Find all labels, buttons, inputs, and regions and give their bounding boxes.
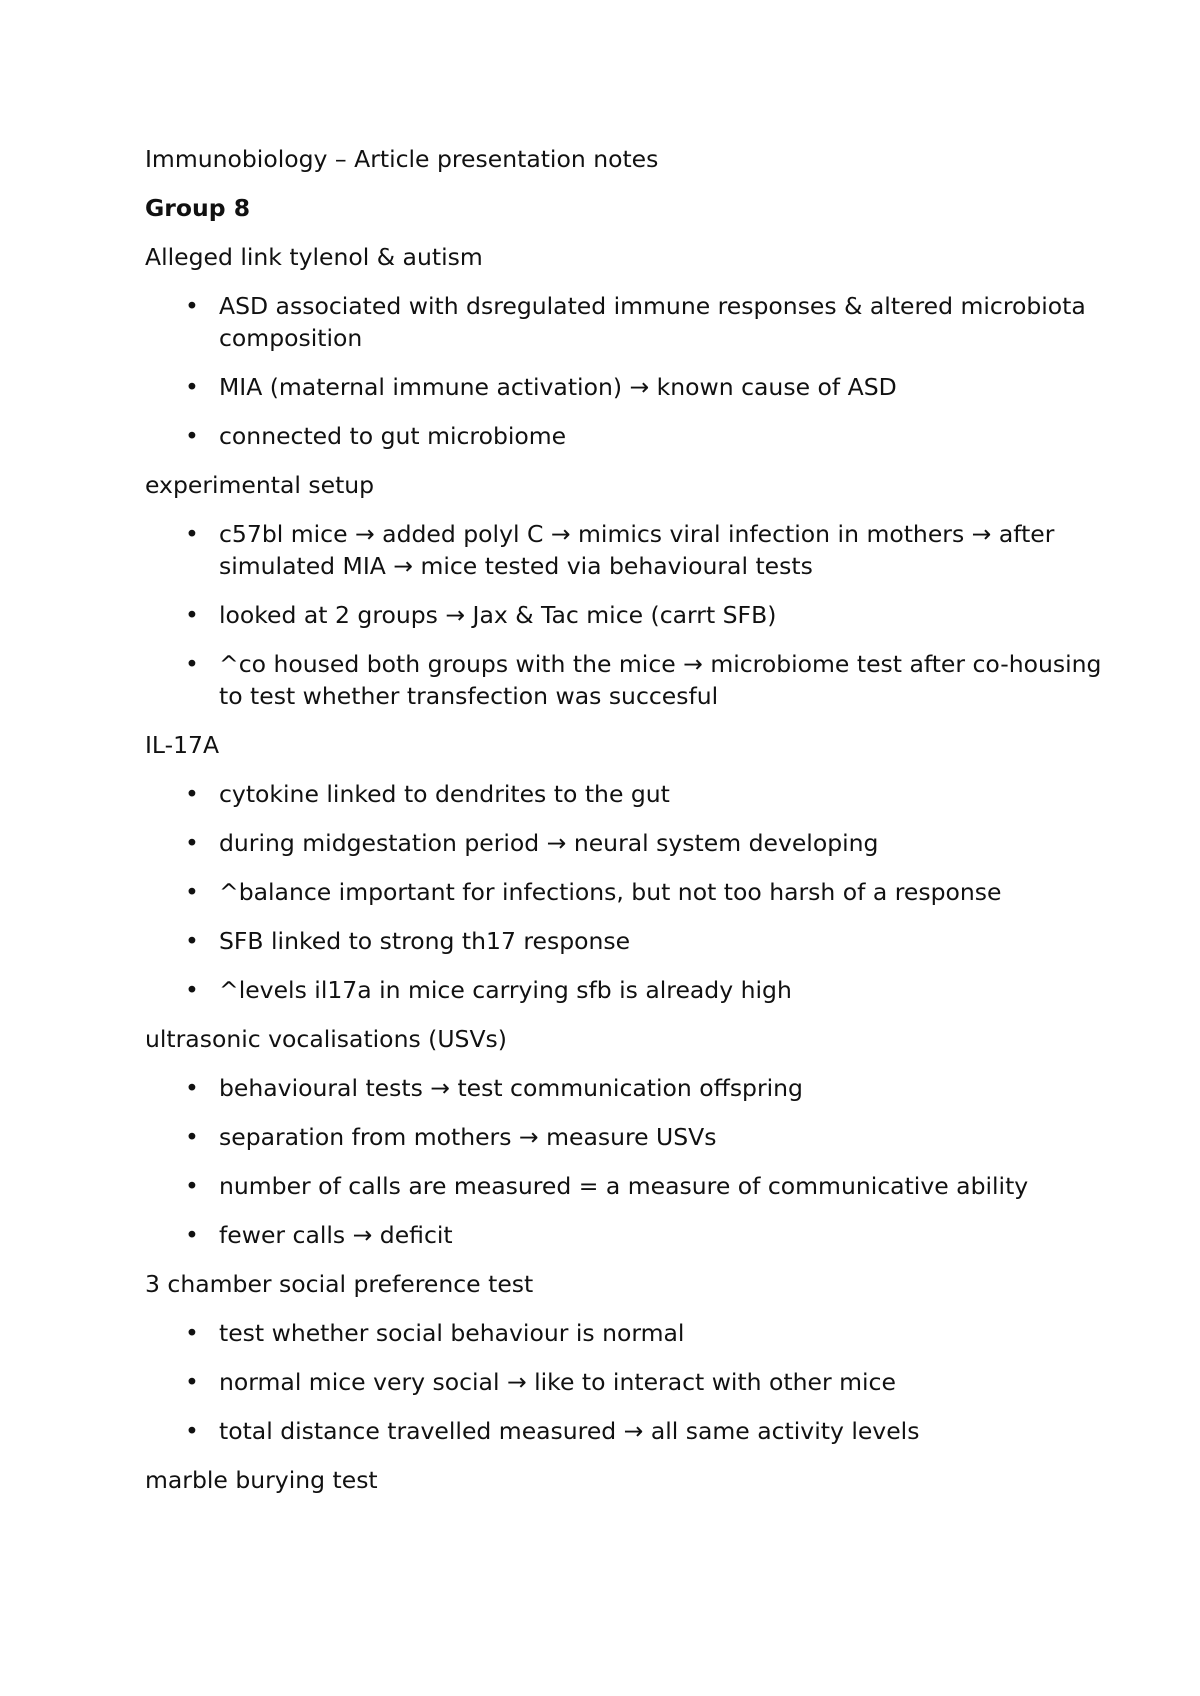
list-item xyxy=(145,1317,1105,1349)
bullet-icon: • xyxy=(185,878,199,906)
section-heading: Alleged link tylenol & autism xyxy=(145,243,483,271)
list-item xyxy=(145,599,1105,631)
bullet-list xyxy=(145,1072,1105,1251)
list-item xyxy=(145,1072,1105,1104)
list-item xyxy=(145,876,1105,908)
group-label: Group 8 xyxy=(145,194,251,222)
bullet-icon: • xyxy=(185,1221,199,1249)
section-heading: 3 chamber social preference test xyxy=(145,1270,534,1298)
list-item xyxy=(145,1366,1105,1398)
list-item xyxy=(145,1121,1105,1153)
list-item-text: looked at 2 groups → Jax & Tac mice (carrt SFB) xyxy=(219,601,777,629)
bullet-icon: • xyxy=(185,1368,199,1396)
bullet-icon: • xyxy=(185,1417,199,1445)
section-heading: experimental setup xyxy=(145,471,375,499)
bullet-icon: • xyxy=(185,927,199,955)
bullet-icon: • xyxy=(185,520,199,548)
list-item-text: separation from mothers → measure USVs xyxy=(219,1123,717,1151)
list-item-text: cytokine linked to dendrites to the gut xyxy=(219,780,670,808)
list-item-text: SFB linked to strong th17 response xyxy=(219,927,631,955)
list-item-text: MIA (maternal immune activation) → known cause of ASD xyxy=(219,373,897,401)
bullet-icon: • xyxy=(185,422,199,450)
bullet-icon: • xyxy=(185,1123,199,1151)
document-title: Immunobiology – Article presentation notes xyxy=(145,145,659,173)
list-item xyxy=(145,1170,1105,1202)
list-item xyxy=(145,1415,1105,1447)
list-item-text: during midgestation period → neural system developing xyxy=(219,829,879,857)
list-item-text: test whether social behaviour is normal xyxy=(219,1319,685,1347)
section-heading: ultrasonic vocalisations (USVs) xyxy=(145,1025,507,1053)
list-item-text: ASD associated with dsregulated immune responses & altered microbiota composition xyxy=(219,292,1086,352)
bullet-icon: • xyxy=(185,976,199,1004)
bullet-list xyxy=(145,518,1105,712)
list-item-text: behavioural tests → test communication offspring xyxy=(219,1074,803,1102)
bullet-icon: • xyxy=(185,829,199,857)
list-item xyxy=(145,371,1105,403)
list-item-text: connected to gut microbiome xyxy=(219,422,567,450)
list-item-text: c57bl mice → added polyl C → mimics viral infection in mothers → after simulated MIA → mice tested via behavioural tests xyxy=(219,520,1055,580)
list-item xyxy=(145,420,1105,452)
list-item xyxy=(145,518,1105,582)
bullet-icon: • xyxy=(185,1172,199,1200)
list-item-text: ^levels il17a in mice carrying sfb is already high xyxy=(219,976,792,1004)
list-item-text: total distance travelled measured → all same activity levels xyxy=(219,1417,920,1445)
bullet-list xyxy=(145,1317,1105,1447)
list-item xyxy=(145,925,1105,957)
bullet-list xyxy=(145,290,1105,452)
list-item-text: fewer calls → deficit xyxy=(219,1221,453,1249)
list-item-text: normal mice very social → like to interact with other mice xyxy=(219,1368,896,1396)
list-item xyxy=(145,290,1105,354)
bullet-icon: • xyxy=(185,780,199,808)
list-item-text: ^balance important for infections, but not too harsh of a response xyxy=(219,878,1002,906)
list-item xyxy=(145,974,1105,1006)
bullet-icon: • xyxy=(185,601,199,629)
list-item-text: number of calls are measured = a measure of communicative ability xyxy=(219,1172,1029,1200)
bullet-list xyxy=(145,778,1105,1006)
bullet-icon: • xyxy=(185,650,199,678)
document-page xyxy=(145,143,1105,1513)
bullet-icon: • xyxy=(185,1319,199,1347)
list-item-text: ^co housed both groups with the mice → microbiome test after co-housing to test whether transfection was succesful xyxy=(219,650,1102,710)
list-item xyxy=(145,648,1105,712)
list-item xyxy=(145,827,1105,859)
bullet-icon: • xyxy=(185,373,199,401)
list-item xyxy=(145,1219,1105,1251)
bullet-icon: • xyxy=(185,1074,199,1102)
bullet-icon: • xyxy=(185,292,199,320)
section-heading: marble burying test xyxy=(145,1466,378,1494)
section-heading: IL-17A xyxy=(145,731,220,759)
list-item xyxy=(145,778,1105,810)
